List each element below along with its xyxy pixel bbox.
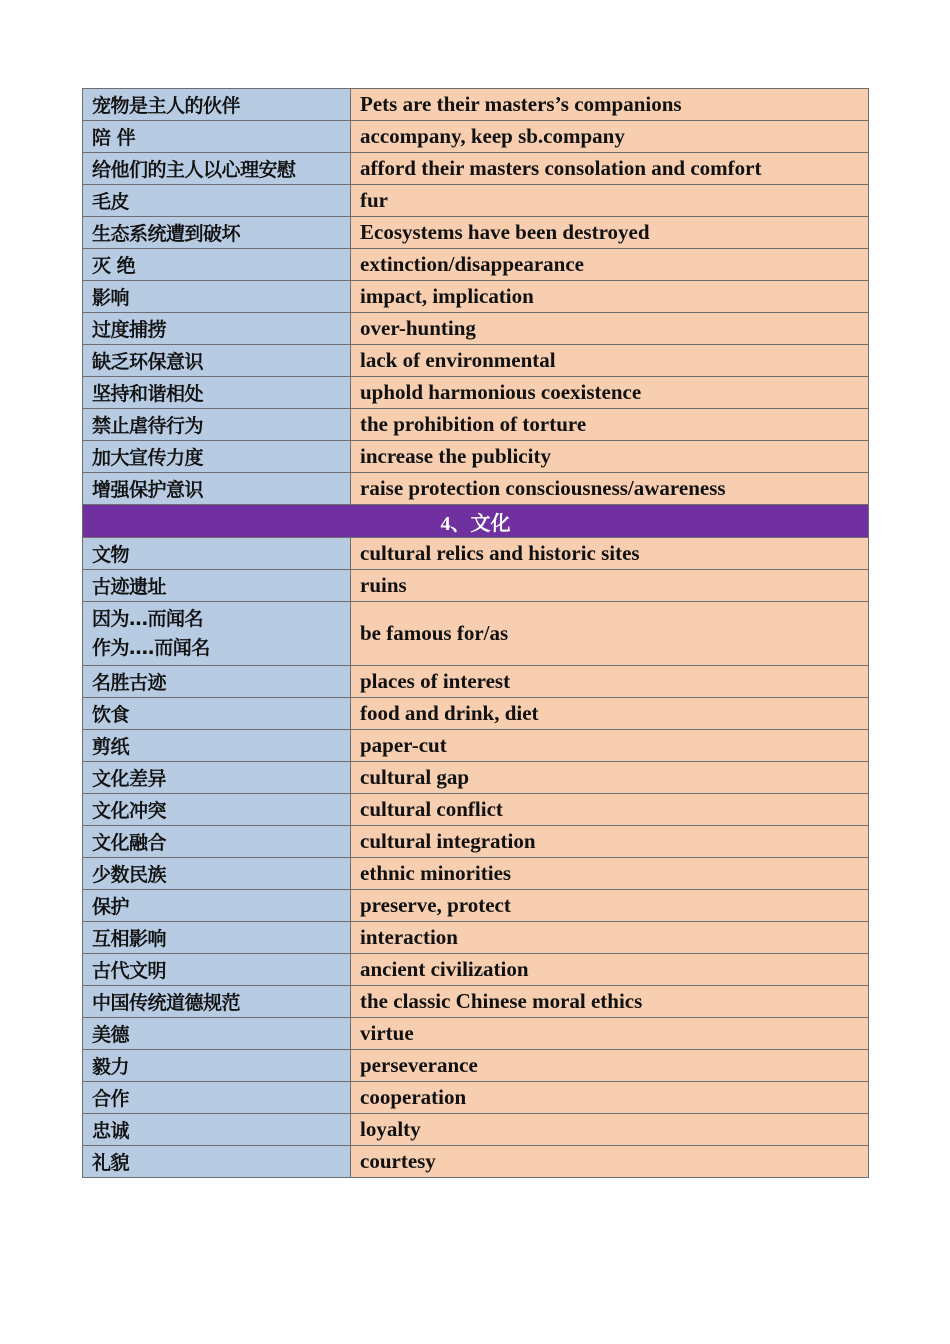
vocab-row <box>83 89 869 121</box>
vocab-row <box>83 954 869 986</box>
vocab-row <box>83 826 869 858</box>
vocab-row <box>83 1050 869 1082</box>
vocab-row <box>83 1082 869 1114</box>
english-term-cell: loyalty <box>351 1114 869 1146</box>
vocab-row <box>83 602 869 666</box>
chinese-term-cell: 文化差异 <box>83 762 351 794</box>
english-term-cell: accompany, keep sb.company <box>351 121 869 153</box>
chinese-term-cell: 灭 绝 <box>83 249 351 281</box>
chinese-term-cell: 剪纸 <box>83 730 351 762</box>
vocab-row <box>83 217 869 249</box>
chinese-term-cell: 礼貌 <box>83 1146 351 1178</box>
chinese-term-cell: 宠物是主人的伙伴 <box>83 89 351 121</box>
chinese-term-cell: 给他们的主人以心理安慰 <box>83 153 351 185</box>
english-term-cell: cultural integration <box>351 826 869 858</box>
vocab-row <box>83 473 869 505</box>
english-term-cell: afford their masters consolation and comfort <box>351 153 869 185</box>
vocab-row <box>83 1114 869 1146</box>
chinese-term-cell: 保护 <box>83 890 351 922</box>
chinese-term-line-1: 因为…而闻名 <box>92 608 204 630</box>
english-term-cell: virtue <box>351 1018 869 1050</box>
chinese-term-cell: 少数民族 <box>83 858 351 890</box>
english-term-cell: be famous for/as <box>351 602 869 666</box>
english-term-cell: the classic Chinese moral ethics <box>351 986 869 1018</box>
english-term-cell: Pets are their masters’s companions <box>351 89 869 121</box>
english-term-cell: food and drink, diet <box>351 698 869 730</box>
vocab-row <box>83 1018 869 1050</box>
chinese-term-cell: 生态系统遭到破坏 <box>83 217 351 249</box>
english-term-cell: cooperation <box>351 1082 869 1114</box>
chinese-term-cell: 美德 <box>83 1018 351 1050</box>
chinese-term-line-2: 作为….而闻名 <box>92 637 210 659</box>
chinese-term-cell: 名胜古迹 <box>83 666 351 698</box>
vocabulary-page <box>82 88 869 1178</box>
chinese-term-cell <box>83 602 351 666</box>
chinese-term-cell: 文化融合 <box>83 826 351 858</box>
chinese-term-cell: 中国传统道德规范 <box>83 986 351 1018</box>
vocab-row <box>83 281 869 313</box>
english-term-cell: Ecosystems have been destroyed <box>351 217 869 249</box>
chinese-term-cell: 互相影响 <box>83 922 351 954</box>
vocab-row <box>83 377 869 409</box>
vocab-row <box>83 922 869 954</box>
chinese-term-cell: 禁止虐待行为 <box>83 409 351 441</box>
english-term-cell: over-hunting <box>351 313 869 345</box>
chinese-term-cell: 坚持和谐相处 <box>83 377 351 409</box>
vocab-row <box>83 409 869 441</box>
chinese-term-cell: 陪 伴 <box>83 121 351 153</box>
chinese-term-cell: 增强保护意识 <box>83 473 351 505</box>
vocab-row <box>83 570 869 602</box>
english-term-cell: ruins <box>351 570 869 602</box>
chinese-term-cell: 缺乏环保意识 <box>83 345 351 377</box>
english-term-cell: cultural conflict <box>351 794 869 826</box>
english-term-cell: perseverance <box>351 1050 869 1082</box>
english-term-cell: lack of environmental <box>351 345 869 377</box>
english-term-cell: paper-cut <box>351 730 869 762</box>
vocab-row <box>83 441 869 473</box>
english-term-cell: fur <box>351 185 869 217</box>
vocab-row <box>83 698 869 730</box>
chinese-term-cell: 古代文明 <box>83 954 351 986</box>
english-term-cell: places of interest <box>351 666 869 698</box>
chinese-term-cell: 影响 <box>83 281 351 313</box>
vocab-group-culture-top <box>83 538 869 602</box>
english-term-cell: increase the publicity <box>351 441 869 473</box>
vocab-row <box>83 249 869 281</box>
section-header-row <box>83 505 869 538</box>
vocab-row <box>83 666 869 698</box>
section-header-culture: 4、文化 <box>83 505 869 538</box>
vocab-row <box>83 313 869 345</box>
english-term-cell: courtesy <box>351 1146 869 1178</box>
english-term-cell: cultural gap <box>351 762 869 794</box>
chinese-term-cell: 毛皮 <box>83 185 351 217</box>
chinese-term-cell: 文化冲突 <box>83 794 351 826</box>
vocab-row <box>83 121 869 153</box>
vocab-row <box>83 762 869 794</box>
chinese-term-cell: 文物 <box>83 538 351 570</box>
chinese-term-cell: 忠诚 <box>83 1114 351 1146</box>
vocab-row <box>83 538 869 570</box>
vocab-row <box>83 1146 869 1178</box>
vocab-row <box>83 986 869 1018</box>
vocab-row <box>83 345 869 377</box>
chinese-term-cell: 古迹遗址 <box>83 570 351 602</box>
english-term-cell: ancient civilization <box>351 954 869 986</box>
vocab-section-culture-header <box>83 505 869 538</box>
english-term-cell: impact, implication <box>351 281 869 313</box>
vocabulary-table <box>82 88 869 1178</box>
chinese-term-cell: 饮食 <box>83 698 351 730</box>
chinese-term-cell: 合作 <box>83 1082 351 1114</box>
english-term-cell: interaction <box>351 922 869 954</box>
chinese-term-cell: 加大宣传力度 <box>83 441 351 473</box>
english-term-cell: raise protection consciousness/awareness <box>351 473 869 505</box>
vocab-row <box>83 153 869 185</box>
english-term-cell: the prohibition of torture <box>351 409 869 441</box>
vocab-row <box>83 185 869 217</box>
vocab-row <box>83 730 869 762</box>
vocab-row <box>83 794 869 826</box>
english-term-cell: uphold harmonious coexistence <box>351 377 869 409</box>
vocab-row <box>83 858 869 890</box>
vocab-group-culture-tall <box>83 602 869 666</box>
vocab-group-culture-bottom <box>83 666 869 1178</box>
chinese-term-cell: 毅力 <box>83 1050 351 1082</box>
chinese-term-cell: 过度捕捞 <box>83 313 351 345</box>
english-term-cell: preserve, protect <box>351 890 869 922</box>
english-term-cell: extinction/disappearance <box>351 249 869 281</box>
english-term-cell: ethnic minorities <box>351 858 869 890</box>
vocab-row <box>83 890 869 922</box>
english-term-cell: cultural relics and historic sites <box>351 538 869 570</box>
vocab-group-animals <box>83 89 869 505</box>
